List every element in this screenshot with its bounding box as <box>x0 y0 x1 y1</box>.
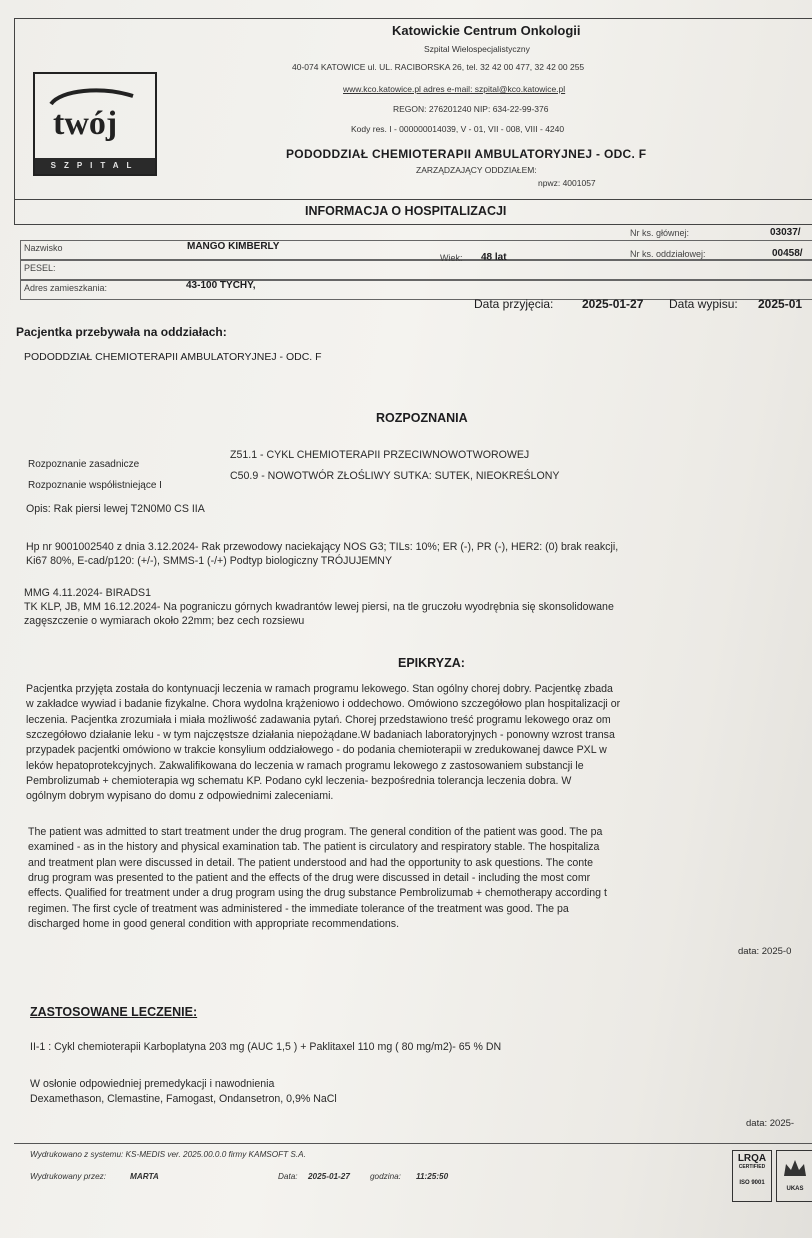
cert-certified: CERTIFIED <box>738 1164 766 1170</box>
footer-divider <box>14 1143 812 1144</box>
mmg-result: MMG 4.11.2024- BIRADS1 <box>24 587 151 599</box>
epicrisis-pl-line: leków hepatoprotekcyjnych. Zakwalifikowana do leczenia w ramach programu lekowego z zastosowaniem substancji le <box>26 759 584 772</box>
ct-result-line-1: TK KLP, JB, MM 16.12.2024- Na pograniczu górnych kwadrantów lewej piersi, na tle gruczołu wyodrębnia się skonsolidowane <box>24 601 614 613</box>
cert-iso: ISO 9001 <box>739 1180 765 1186</box>
epicrisis-pl-line: w zakładce wywiad i badanie fizykalne. Chora wydolna krążeniowo i oddechowo. Omówiono szczegółowo plan hospitalizacji or <box>26 698 621 711</box>
diagnosis-description: Opis: Rak piersi lewej T2N0M0 CS IIA <box>26 503 205 515</box>
epicrisis-en-line: regimen. The first cycle of treatment was administered - the immediate tolerance of the treatment was good. The pa <box>28 902 569 915</box>
epicrisis-pl-line: szczegółowo działanie leku - w tym najczęstsze działania niepożądane.W badaniach laboratoryjnych - ponowny wzrost transa <box>26 728 615 741</box>
print-time-label: godzina: <box>370 1172 401 1181</box>
wards-title: Pacjentka przebywała na oddziałach: <box>16 325 227 339</box>
epicrisis-en-line: effects. Qualified for treatment under a drug program using the drug substance Pembrolizumab + chemotherapy according t <box>28 887 607 900</box>
logo-strip: SZPITAL <box>35 158 155 174</box>
print-date-label: Data: <box>278 1172 298 1181</box>
lrqa-certificate-badge <box>732 1150 772 1202</box>
name-label: Nazwisko <box>24 243 63 253</box>
hospital-address: 40-074 KATOWICE ul. UL. RACIBORSKA 26, tel. 32 42 00 477, 32 42 00 255 <box>292 62 585 72</box>
dept-book-value: 00458/ <box>772 248 803 259</box>
hospital-codes: Kody res. I - 000000014039, V - 01, VII - 008, VIII - 4240 <box>351 124 565 134</box>
age-label: Wiek: <box>440 253 463 263</box>
epicrisis-en-line: The patient was admitted to start treatment under the drug program. The general condition of the patient was good. The pa <box>28 826 603 838</box>
hospital-web-email: www.kco.katowice.pl adres e-mail: szpital@kco.katowice.pl <box>343 84 566 94</box>
diagnoses-title: ROZPOZNANIA <box>376 411 468 425</box>
discharge-label: Data wypisu: <box>669 297 738 311</box>
epicrisis-en-line: discharged home in good general condition with appropriate recommendations. <box>28 917 400 930</box>
hospital-logo <box>33 72 157 176</box>
main-diagnosis-label: Rozpoznanie zasadnicze <box>28 459 140 470</box>
epicrisis-date: data: 2025-0 <box>738 946 792 957</box>
discharge-date: 2025-01 <box>758 297 803 311</box>
main-book-label: Nr ks. głównej: <box>630 228 690 238</box>
epicrisis-title: EPIKRYZA: <box>398 656 465 670</box>
regon-nip: REGON: 276201240 NIP: 634-22-99-376 <box>393 104 549 114</box>
patient-address: 43-100 TYCHY, <box>186 280 256 291</box>
coexisting-diagnosis-label: Rozpoznanie współistniejące I <box>28 480 162 491</box>
epicrisis-pl-line: leczenia. Pacjentka zrozumiała i miała możliwość zadawania pytań. Chorej przedstawiono treść programu lekowego oraz om <box>26 713 611 726</box>
printed-by: MARTA <box>130 1172 159 1181</box>
ward-name: PODODDZIAŁ CHEMIOTERAPII AMBULATORYJNEJ - ODC. F <box>24 351 322 363</box>
admission-date: 2025-01-27 <box>582 297 644 311</box>
pesel-label: PESEL: <box>24 263 56 273</box>
svg-text:twój: twój <box>53 105 118 142</box>
epicrisis-pl-line: przypadek pacjentki omówiono w trakcie konsylium oddziałowego - do podania chemioterapii w zredukowanej dawce PXL w <box>26 744 607 757</box>
epicrisis-en-line: drug program was presented to the patient and the effects of the drug were discussed in detail - including the most comr <box>28 871 591 884</box>
histopathology-line-2: Ki67 80%, E-cad/p120: (+/-), SMMS-1 (-/+) Podtyp biologiczny TRÓJUJEMNY <box>26 555 393 567</box>
department-header: PODODDZIAŁ CHEMIOTERAPII AMBULATORYJNEJ - ODC. F <box>286 147 647 161</box>
main-book-value: 03037/ <box>770 227 801 238</box>
coexisting-diagnosis-value: C50.9 - NOWOTWÓR ZŁOŚLIWY SUTKA: SUTEK, NIEOKREŚLONY <box>230 470 560 482</box>
epicrisis-pl-line: Pacjentka przyjęta została do kontynuacji leczenia w ramach programu lekowego. Stan ogólny chorej dobry. Pacjentkę zbada <box>26 683 613 695</box>
treatment-title: ZASTOSOWANE LECZENIE: <box>30 1005 198 1019</box>
epicrisis-en-line: and treatment plan were discussed in detail. The patient understood and had the opportunity to ask questions. The conte <box>28 856 593 869</box>
hospital-name: Katowickie Centrum Onkologii <box>392 23 581 38</box>
treatment-date: data: 2025- <box>746 1118 795 1129</box>
hospital-subtitle: Szpital Wielospecjalistyczny <box>424 44 530 54</box>
treatment-line-2: W osłonie odpowiedniej premedykacji i nawodnienia <box>30 1078 275 1090</box>
treatment-line-3: Dexamethason, Clemastine, Famogast, Ondansetron, 0,9% NaCl <box>30 1093 337 1105</box>
print-date: 2025-01-27 <box>308 1172 350 1181</box>
histopathology-line-1: Hp nr 9001002540 z dnia 3.12.2024- Rak przewodowy naciekający NOS G3; TILs: 10%; ER (-), PR (-), HER2: (0) brak reakcji, <box>26 541 619 553</box>
document-title-box <box>14 200 812 225</box>
patient-pesel-row <box>20 260 812 280</box>
ukas-certificate-badge <box>776 1150 812 1202</box>
main-diagnosis-value: Z51.1 - CYKL CHEMIOTERAPII PRZECIWNOWOTWOROWEJ <box>230 449 530 461</box>
epicrisis-pl-line: ogólnym dobrym wypisano do domu z odpowiednimi zaleceniami. <box>26 790 334 803</box>
logo-mark-icon <box>41 82 145 152</box>
document-title: INFORMACJA O HOSPITALIZACJI <box>305 204 507 218</box>
dept-book-label: Nr ks. oddziałowej: <box>630 249 706 259</box>
patient-name: MANGO KIMBERLY <box>187 241 280 252</box>
address-label: Adres zamieszkania: <box>24 283 108 293</box>
printed-by-label: Wydrukowany przez: <box>30 1172 106 1181</box>
managing-value: npwz: 4001057 <box>538 178 596 188</box>
patient-age: 48 lat <box>481 252 507 263</box>
print-time: 11:25:50 <box>416 1172 449 1181</box>
treatment-line-1: II-1 : Cykl chemioterapii Karboplatyna 203 mg (AUC 1,5 ) + Paklitaxel 110 mg ( 80 mg/m2)- 65 % DN <box>30 1041 502 1053</box>
epicrisis-pl-line: Pembrolizumab + chemioterapia wg schematu KP. Podano cykl leczenia- bezpośrednia tolerancja leczenia dobra. W <box>26 774 572 787</box>
print-system: Wydrukowano z systemu: KS-MEDIS ver. 2025.00.0.0 firmy KAMSOFT S.A. <box>30 1150 306 1159</box>
ct-result-line-2: zagęszczenie o wymiarach około 22mm; bez cech rozsiewu <box>24 615 305 627</box>
epicrisis-en-line: examined - as in the history and physical examination tab. The patient is circulatory and respiratory stable. The hospitaliza <box>28 841 600 854</box>
crown-icon <box>780 1154 810 1184</box>
cert-lrqa: LRQA <box>737 1153 767 1164</box>
cert-ukas: UKAS <box>786 1186 804 1192</box>
managing-label: ZARZĄDZAJĄCY ODDZIAŁEM: <box>416 165 537 175</box>
admission-label: Data przyjęcia: <box>474 297 554 311</box>
